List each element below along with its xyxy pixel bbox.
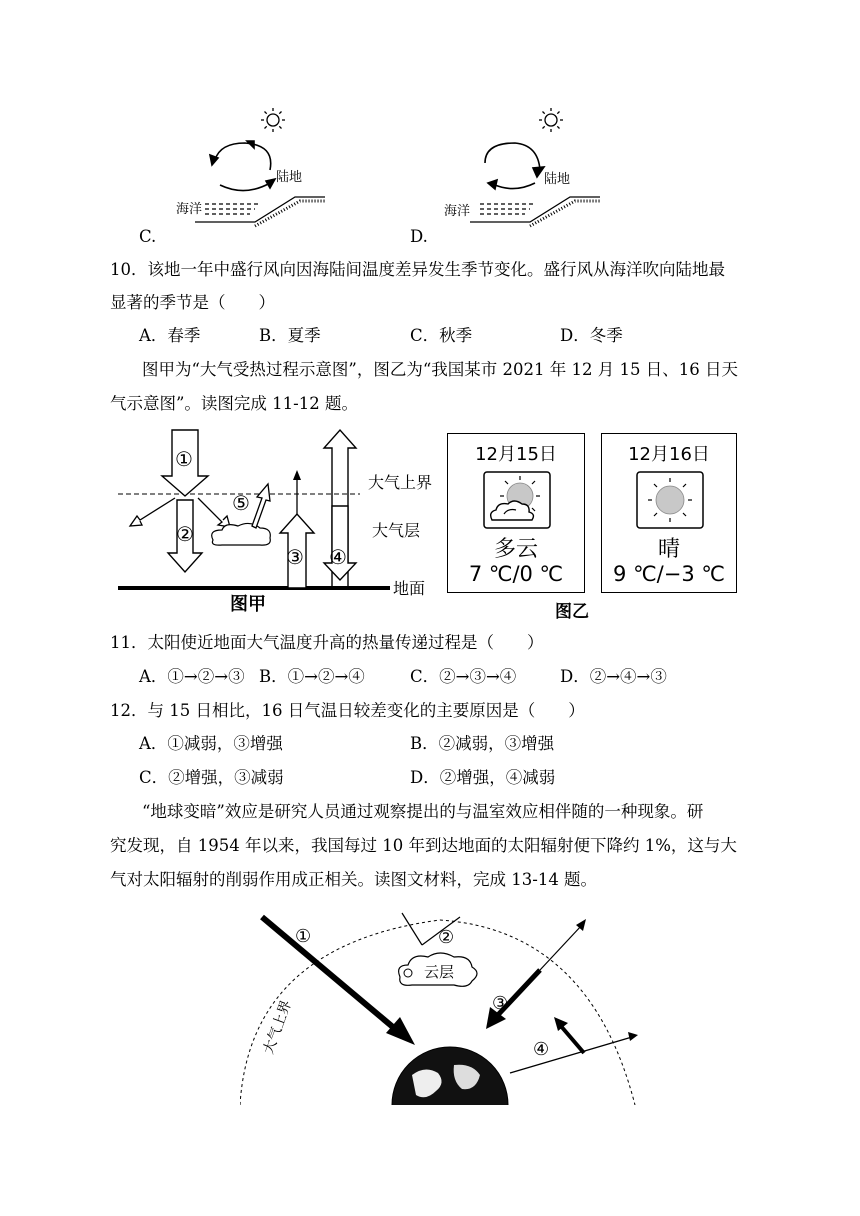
land-label: 陆地 — [544, 172, 571, 187]
marker-1: ① — [175, 447, 193, 471]
weather-card-dec16 — [601, 433, 737, 593]
figure-jia — [110, 428, 440, 618]
option-c-label: C. — [139, 227, 157, 246]
q10-option-c: C．秋季 — [410, 326, 473, 345]
weather-temperature: 7 ℃/0 ℃ — [468, 562, 564, 586]
earth-globe — [392, 1047, 508, 1105]
q11-option-b: B．①→②→④ — [259, 667, 365, 686]
figure-jia-caption: 图甲 — [230, 594, 266, 615]
arrow-4 — [510, 1017, 638, 1073]
marker-3: ③ — [286, 545, 304, 569]
marker-2: ② — [438, 927, 455, 948]
marker-5: ⑤ — [232, 491, 250, 515]
atmosphere-layer-label: 大气层 — [372, 521, 421, 540]
sun-icon — [261, 108, 285, 132]
passage-line3: 气对太阳辐射的削弱作用成正相关。读图文材料，完成 13-14 题。 — [110, 870, 598, 889]
marker-2: ② — [176, 522, 194, 546]
sea-label: 海洋 — [444, 204, 471, 219]
diagram-option-c — [160, 105, 340, 230]
figure-earth — [240, 905, 660, 1105]
q12-stem: 12．与 15 日相比，16 日气温日较差变化的主要原因是（ ） — [110, 701, 585, 720]
q11-option-a: A．①→②→③ — [139, 667, 245, 686]
weather-condition: 多云 — [493, 537, 538, 562]
q10-stem-line1: 10．该地一年中盛行风向因海陆间温度差异发生季节变化。盛行风从海洋吹向陆地最 — [110, 260, 725, 279]
weather-temperature: 9 ℃/−3 ℃ — [613, 562, 725, 586]
figure-yi-caption: 图乙 — [555, 602, 589, 622]
q11-option-c: C．②→③→④ — [410, 667, 517, 686]
q10-stem-line2: 显著的季节是（ ） — [110, 293, 275, 312]
marker-1: ① — [295, 926, 312, 947]
q10-option-a: A．春季 — [139, 326, 201, 345]
sunny-icon — [635, 470, 705, 530]
q11-stem: 11．太阳使近地面大气温度升高的热量传递过程是（ ） — [110, 633, 544, 652]
weather-date: 12月16日 — [628, 444, 710, 465]
weather-date: 12月15日 — [475, 444, 557, 465]
cloud-label: 云层 — [424, 963, 455, 981]
sea-label: 海洋 — [176, 202, 203, 217]
coastline — [195, 197, 325, 226]
atmosphere-label: 大气上界 — [260, 998, 295, 1057]
marker-3: ③ — [492, 993, 509, 1014]
coastline — [470, 197, 600, 226]
option-d-label: D. — [410, 227, 428, 246]
marker-4: ④ — [329, 545, 347, 569]
q12-option-d: D．②增强，④减弱 — [410, 768, 556, 787]
q12-option-b: B．②减弱，③增强 — [410, 734, 555, 753]
q11-option-d: D．②→④→③ — [560, 667, 667, 686]
q10-option-b: B．夏季 — [259, 326, 321, 345]
land-label: 陆地 — [276, 170, 303, 185]
partly-cloudy-icon — [482, 470, 552, 530]
circulation-arrows — [210, 141, 275, 191]
q12-option-a: A．①减弱，③增强 — [139, 734, 283, 753]
intro-11-12-line1: 图甲为“大气受热过程示意图”，图乙为“我国某市 2021 年 12 月 15 日、16 日天 — [142, 360, 738, 379]
weather-card-dec15 — [447, 433, 585, 593]
ground-label: 地面 — [393, 579, 426, 598]
passage-line2: 究发现，自 1954 年以来，我国每过 10 年到达地面的太阳辐射便下降约 1%，这与大 — [110, 836, 737, 855]
diagram-option-d — [440, 105, 620, 230]
marker-4: ④ — [533, 1039, 550, 1060]
cloud-shape — [212, 523, 271, 545]
q12-option-c: C．②增强，③减弱 — [139, 768, 284, 787]
atmosphere-top-label: 大气上界 — [368, 473, 433, 492]
passage-line1: “地球变暗”效应是研究人员通过观察提出的与温室效应相伴随的一种现象。研 — [142, 802, 704, 821]
weather-condition: 晴 — [657, 537, 680, 562]
intro-11-12-line2: 气示意图”。读图完成 11-12 题。 — [110, 394, 358, 413]
sun-icon — [539, 108, 563, 132]
circulation-arrows — [485, 143, 544, 189]
q10-option-d: D．冬季 — [560, 326, 623, 345]
